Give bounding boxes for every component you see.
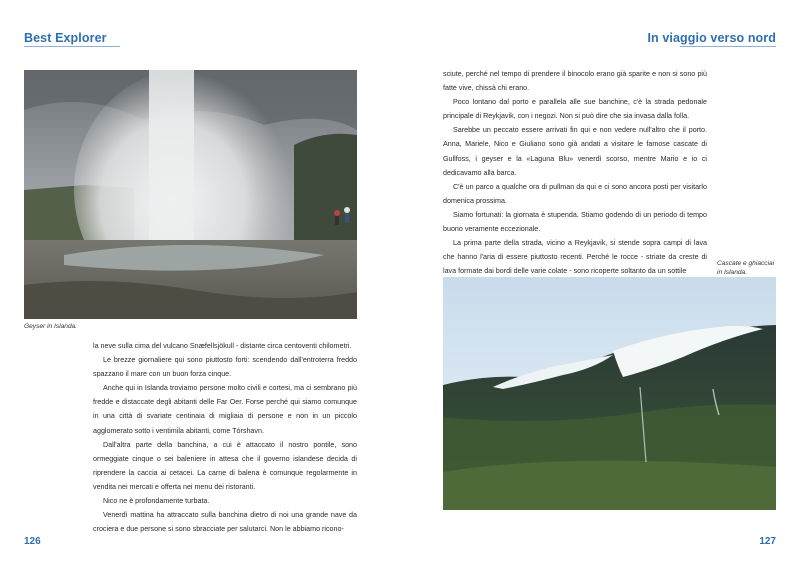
right-page xyxy=(400,0,800,566)
geyser-caption: Geyser in Islanda. xyxy=(24,323,78,330)
paragraph: Poco lontano dal porto e parallela alle sue banchine, c'è la strada pedonale principale di Reykjavik, con i negozi. Non si può dire che sia invasa dalla folla. xyxy=(443,98,707,121)
page-number-right: 127 xyxy=(759,536,776,547)
glacier-caption-line: in Islanda. xyxy=(717,269,748,276)
running-head-left: Best Explorer xyxy=(24,31,107,45)
paragraph: Anche qui in Islanda troviamo persone molto civili e cortesi, ma ci sembrano più fredde e distaccate degli abitanti delle Far Oer. Forse perché qui siamo comunque in una città di svariate centinaia di migliaia di persone e non in un piccolo agglomerato sotto i ventimila abitanti, come Tórshavn. xyxy=(93,384,357,435)
running-head-right: In viaggio verso nord xyxy=(647,31,776,45)
paragraph: C'è un parco a qualche ora di pullman da qui e ci sono ancora posti per visitarlo domenica prossima. xyxy=(443,182,707,205)
header-rule-left xyxy=(24,46,120,47)
paragraph: Venerdì mattina ha attraccato sulla banchina dietro di noi una grande nave da crociera e due persone si sono sbracciate per salutarci. Non le abbiamo ricono- xyxy=(93,511,357,534)
paragraph: sciute, perché nel tempo di prendere il binocolo erano già sparite e non si sono più fatte vive, chissà chi erano. xyxy=(443,70,707,93)
header-rule-right xyxy=(680,46,776,47)
paragraph: Nico ne è profondamente turbata. xyxy=(103,497,210,506)
glacier-photo xyxy=(443,277,776,510)
glacier-caption xyxy=(717,259,797,277)
geyser-photo xyxy=(24,70,357,319)
paragraph: Dall'altra parte della banchina, a cui è attaccato il nostro pontile, sono ormeggiate cinque o sei baleniere in attesa che il governo islandese decida di riprendere la caccia ai cetacei. La carne di balena è comunque regolarmente in vendita nei mercati e offerta nei menu dei ristoranti. xyxy=(93,440,357,491)
paragraph: Le brezze giornaliere qui sono piuttosto forti: scendendo dall'entroterra freddo spazzano il mare con un buon forza cinque. xyxy=(93,356,357,379)
page-number-left: 126 xyxy=(24,536,41,547)
left-body-text xyxy=(93,339,357,536)
right-body-text xyxy=(443,67,707,278)
paragraph: La prima parte della strada, vicino a Reykjavik, si stende sopra campi di lava che hanno l'aria di essere piuttosto recenti. Perché le rocce - striate da creste di lava formate dai bordi delle varie colate - sono ricoperte soltanto da un sottile xyxy=(443,239,707,276)
paragraph: la neve sulla cima del vulcano Snæfellsjökull - distante circa centoventi chilometri. xyxy=(93,342,352,350)
paragraph: Siamo fortunati: la giornata è stupenda. Stiamo godendo di un periodo di tempo buono veramente eccezionale. xyxy=(443,210,707,234)
glacier-caption-line: Cascate e ghiacciai xyxy=(717,260,775,267)
paragraph: Sarebbe un peccato essere arrivati fin qui e non vedere null'altro che il porto. Anna, Mariele, Nico e Giuliano sono già andati a visitare le famose cascate di Gullfoss, i geyser e la «Laguna Blu» venerdì scorso, mentre Mario e io ci dedicavamo alla barca. xyxy=(443,126,707,177)
